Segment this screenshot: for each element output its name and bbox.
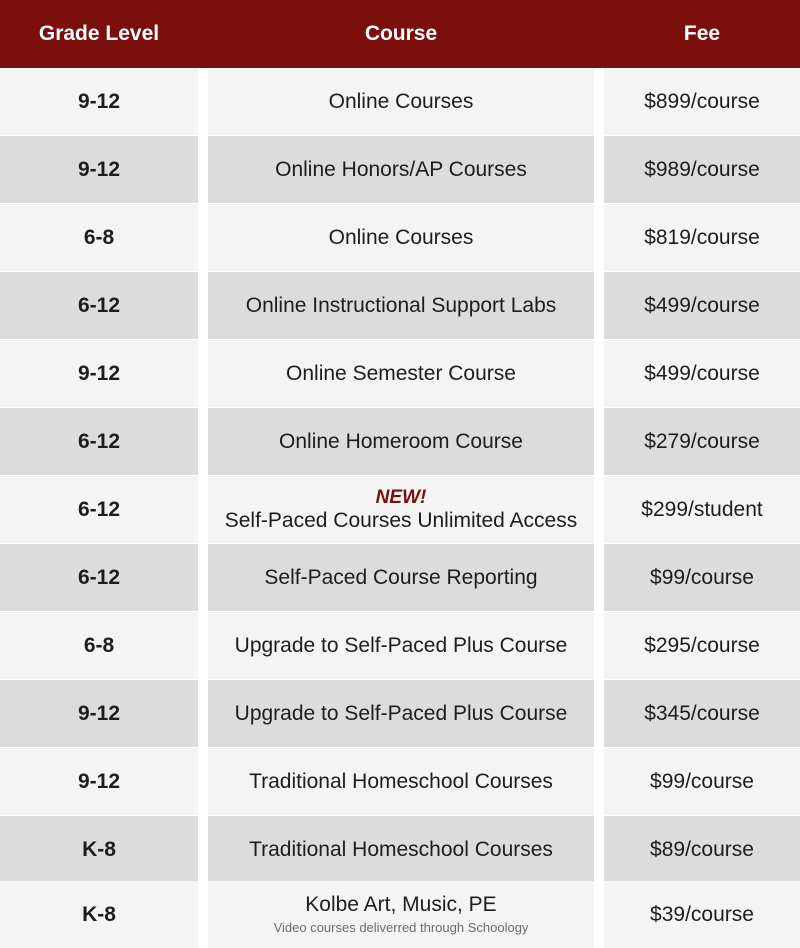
table-row <box>0 816 800 883</box>
grade-cell: K-8 <box>0 881 198 948</box>
fee-cell: $899/course <box>604 68 800 135</box>
course-cell <box>208 881 594 948</box>
course-note: Video courses deliverred through Schoology <box>273 919 529 935</box>
grade-cell: 9-12 <box>0 68 198 135</box>
table-row <box>0 272 800 339</box>
course-cell: Traditional Homeschool Courses <box>208 748 594 815</box>
fee-cell: $345/course <box>604 680 800 747</box>
fee-cell: $499/course <box>604 340 800 407</box>
fee-cell: $39/course <box>604 881 800 948</box>
course-cell: Online Homeroom Course <box>208 408 594 475</box>
course-cell: Upgrade to Self-Paced Plus Course <box>208 680 594 747</box>
table-row <box>0 68 800 135</box>
course-name: Self-Paced Courses Unlimited Access <box>224 508 578 532</box>
table-row <box>0 204 800 271</box>
table-row <box>0 612 800 679</box>
grade-cell: 6-8 <box>0 612 198 679</box>
header-grade-level: Grade Level <box>38 22 160 45</box>
table-row <box>0 544 800 611</box>
course-cell: Online Semester Course <box>208 340 594 407</box>
fee-cell: $299/student <box>604 476 800 543</box>
fee-cell: $99/course <box>604 544 800 611</box>
course-cell <box>208 476 594 543</box>
table-row <box>0 476 800 543</box>
course-name: Kolbe Art, Music, PE <box>305 892 497 916</box>
course-cell: Online Courses <box>208 68 594 135</box>
fee-cell: $279/course <box>604 408 800 475</box>
course-cell: Self-Paced Course Reporting <box>208 544 594 611</box>
table-row <box>0 680 800 747</box>
grade-cell: 9-12 <box>0 340 198 407</box>
grade-cell: 6-12 <box>0 272 198 339</box>
course-cell: Online Honors/AP Courses <box>208 136 594 203</box>
course-cell: Upgrade to Self-Paced Plus Course <box>208 612 594 679</box>
fee-cell: $99/course <box>604 748 800 815</box>
new-badge: NEW! <box>375 486 427 508</box>
table-row <box>0 408 800 475</box>
table-row <box>0 340 800 407</box>
table-row <box>0 748 800 815</box>
table-header <box>0 0 800 68</box>
course-cell: Online Courses <box>208 204 594 271</box>
grade-cell: 9-12 <box>0 680 198 747</box>
grade-cell: 6-12 <box>0 544 198 611</box>
fee-cell: $499/course <box>604 272 800 339</box>
grade-cell: 9-12 <box>0 748 198 815</box>
header-course: Course <box>364 22 438 45</box>
grade-cell: 9-12 <box>0 136 198 203</box>
fee-cell: $819/course <box>604 204 800 271</box>
fee-cell: $295/course <box>604 612 800 679</box>
table-row <box>0 881 800 948</box>
grade-cell: 6-12 <box>0 408 198 475</box>
fee-cell: $989/course <box>604 136 800 203</box>
course-cell: Online Instructional Support Labs <box>208 272 594 339</box>
course-cell: Traditional Homeschool Courses <box>208 816 594 883</box>
header-fee: Fee <box>683 22 721 45</box>
grade-cell: 6-8 <box>0 204 198 271</box>
grade-cell: 6-12 <box>0 476 198 543</box>
fee-cell: $89/course <box>604 816 800 883</box>
table-row <box>0 136 800 203</box>
grade-cell: K-8 <box>0 816 198 883</box>
